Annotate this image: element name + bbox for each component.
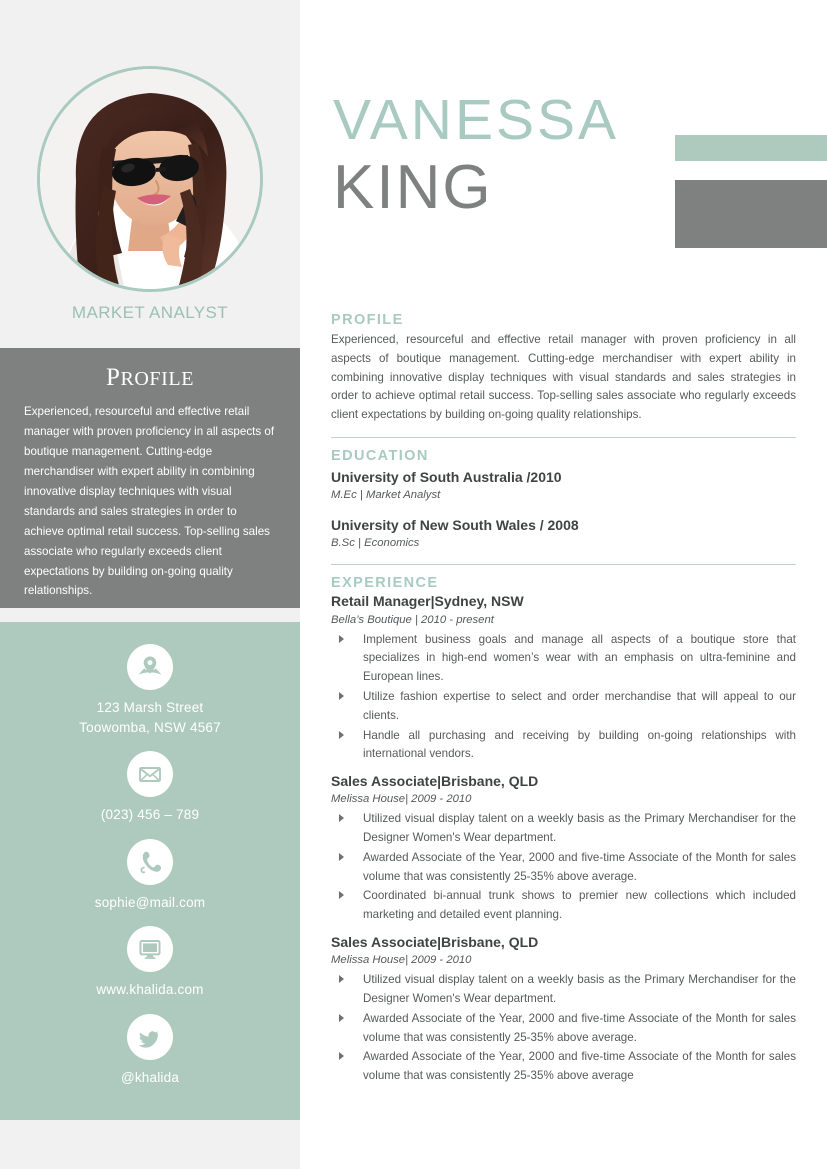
contact-address-line1: 123 Marsh Street: [96, 700, 204, 715]
contact-item-website: [0, 926, 300, 1000]
bullet-triangle-icon: [339, 731, 344, 739]
list-item: [331, 1048, 796, 1086]
main-content: [300, 0, 827, 1169]
bullet-triangle-icon: [339, 853, 344, 861]
list-item: [331, 631, 796, 687]
page-title: [333, 88, 620, 222]
bullet-text: Implement business goals and manage all aspects of a boutique store that specializes in high-end women’s wear with an emphasis on ultra-feminine and European lines.: [363, 632, 796, 684]
contact-item-address: [0, 644, 300, 737]
sidebar-profile-heading-rest: ROFILE: [120, 368, 195, 390]
experience-entry: [331, 932, 796, 1086]
experience-entry: [331, 591, 796, 764]
experience-entry: [331, 771, 796, 925]
contact-block: [0, 622, 300, 1120]
contact-website-url[interactable]: www.khalida.com: [96, 982, 204, 998]
experience-title: Sales Associate|Brisbane, QLD: [331, 773, 539, 790]
sidebar-profile-text: Experienced, resourceful and effective retail manager with proven proficiency in all aspects of boutique management. Cutting-edge merchandiser with expert ability in combining innovative display techniques with visual standards and sales strategies in order to achieve optimal retail success. Top-selling sales associate who regularly exceeds client expectations by building on-going quality relationships.: [24, 405, 275, 598]
sidebar-profile-heading-cap: P: [105, 364, 121, 391]
phone-icon: [127, 839, 173, 885]
contact-item-email: [0, 839, 300, 913]
sidebar: [0, 0, 300, 1169]
experience-bullets: [331, 971, 796, 1086]
education-detail: M.Ec | Market Analyst: [331, 489, 441, 502]
bullet-triangle-icon: [339, 975, 344, 983]
list-item: [331, 887, 796, 925]
bullet-triangle-icon: [339, 814, 344, 822]
portrait-photo-icon: [40, 69, 260, 289]
profile-paragraph: Experienced, resourceful and effective retail manager with proven proficiency in all aspects of boutique management. Cutting-edge merchandiser with expert ability in combining innovative display techniques with visual standards and sales strategies in order to achieve optimal retail success. Top-selling sales associate who regularly exceeds client expectations by building on-going quality relationships.: [331, 333, 796, 422]
bullet-triangle-icon: [339, 1014, 344, 1022]
list-item: [331, 971, 796, 1009]
divider-after-education: [331, 564, 796, 565]
contact-item-phone: [0, 751, 300, 825]
bullet-text: Coordinated bi-annual trunk shows to premier new collections which included marketing and detailed event planning.: [363, 889, 796, 922]
section-heading-profile: PROFILE: [331, 312, 404, 328]
contact-email-address[interactable]: sophie@mail.com: [94, 894, 206, 910]
contact-twitter-handle[interactable]: @khalida: [120, 1069, 180, 1085]
education-school: University of New South Wales / 2008: [331, 517, 579, 534]
list-item: [331, 810, 796, 848]
content-column: [331, 312, 796, 1093]
contact-address-line2: Toowomba, NSW 4567: [79, 719, 221, 735]
experience-title: Sales Associate|Brisbane, QLD: [331, 934, 539, 950]
education-entry: [331, 515, 796, 552]
divider-after-profile: [331, 437, 796, 438]
contact-item-twitter: [0, 1014, 300, 1088]
avatar: [37, 66, 263, 292]
experience-bullets: [331, 631, 796, 764]
bullet-text: Handle all purchasing and receiving by building on-going relationships with international vendors.: [363, 728, 796, 761]
bullet-text: Utilize fashion expertise to select and order merchandise that will appeal to our clients.: [363, 689, 796, 722]
education-detail: B.Sc | Economics: [331, 537, 420, 550]
bullet-text: Utilized visual display talent on a weekly basis as the Primary Merchandiser for the Designer Women's Wear department.: [363, 812, 796, 845]
envelope-icon: [127, 751, 173, 797]
bullet-triangle-icon: [339, 891, 344, 899]
header-accent-bar-gray: [675, 180, 827, 248]
bullet-triangle-icon: [339, 692, 344, 700]
avatar-ring: [37, 66, 263, 292]
sidebar-profile-heading: [24, 364, 276, 392]
twitter-bird-icon: [127, 1014, 173, 1060]
bullet-text: Utilized visual display talent on a weekly basis as the Primary Merchandiser for the Designer Women's Wear department.: [363, 973, 796, 1006]
header-accent-bar-green: [675, 135, 827, 161]
experience-bullets: [331, 810, 796, 925]
bullet-triangle-icon: [339, 1052, 344, 1060]
list-item: [331, 1010, 796, 1048]
first-name: VANESSA: [333, 88, 620, 152]
list-item: [331, 727, 796, 765]
education-entry: [331, 467, 796, 504]
education-school: University of South Australia /2010: [331, 468, 562, 485]
bullet-triangle-icon: [339, 635, 344, 643]
contact-phone-number[interactable]: (023) 456 – 789: [100, 807, 200, 823]
list-item: [331, 849, 796, 887]
sidebar-profile-block: [0, 348, 300, 608]
bullet-text: Awarded Associate of the Year, 2000 and five-time Associate of the Month for sales volume that was consistently 25-35% above average.: [363, 1011, 796, 1044]
experience-company: Melissa House| 2009 - 2010: [331, 954, 472, 967]
experience-company: Bella’s Boutique | 2010 - present: [331, 613, 494, 626]
avatar-image: [40, 69, 260, 289]
bullet-text: Awarded Associate of the Year, 2000 and five-time Associate of the Month for sales volume that was consistently 25-35% above average.: [363, 850, 796, 883]
section-heading-experience: EXPERIENCE: [331, 575, 439, 592]
section-heading-education: EDUCATION: [331, 447, 429, 464]
role-title: MARKET ANALYST: [71, 303, 229, 322]
map-pin-icon: [127, 644, 173, 690]
last-name: KING: [333, 153, 493, 222]
experience-company: Melissa House| 2009 - 2010: [331, 793, 472, 806]
monitor-icon: [127, 926, 173, 972]
experience-title: Retail Manager|Sydney, NSW: [331, 593, 524, 610]
list-item: [331, 688, 796, 726]
bullet-text: Awarded Associate of the Year, 2000 and five-time Associate of the Month for sales volume that was consistently 25-35% above average: [363, 1050, 796, 1083]
